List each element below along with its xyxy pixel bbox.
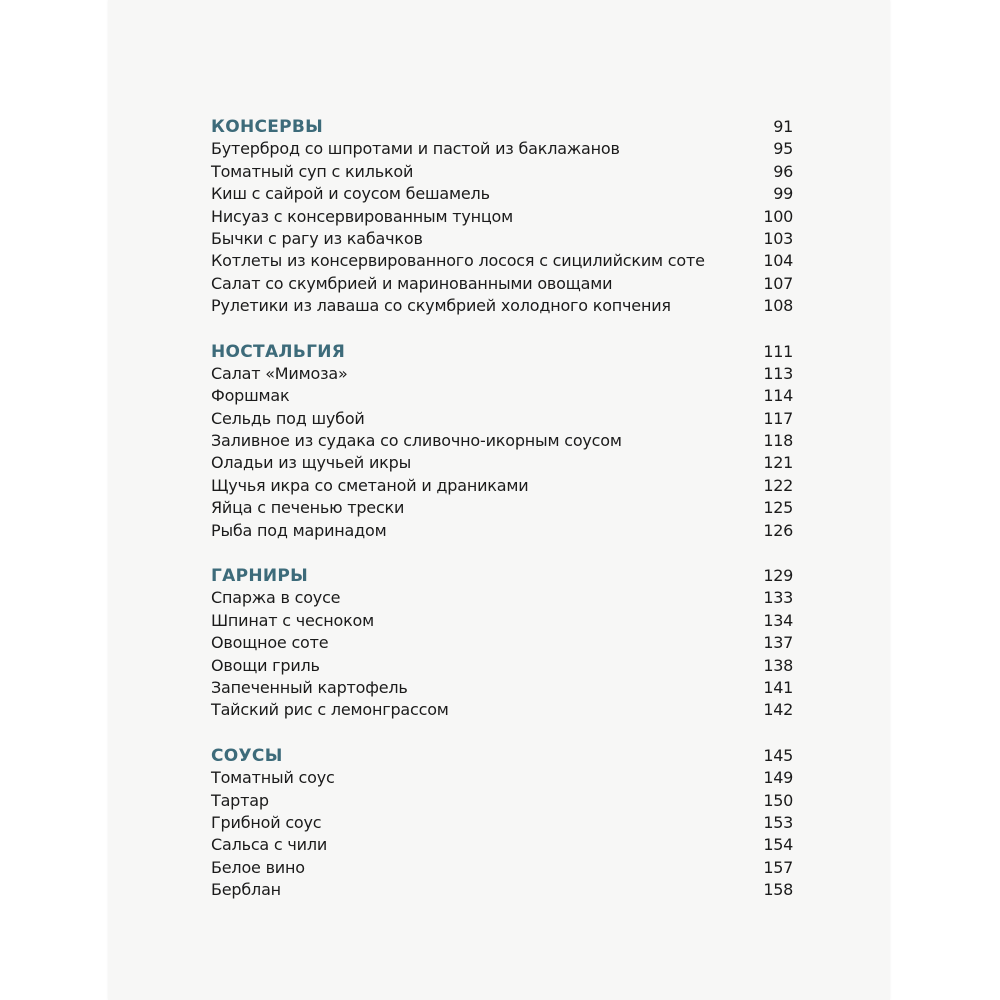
entry-page-number: 100 — [763, 206, 793, 226]
entry-page-number: 126 — [763, 520, 793, 540]
toc-entry[interactable] — [211, 677, 793, 699]
section-garniry — [211, 565, 793, 722]
toc-entry[interactable] — [211, 497, 793, 519]
entry-page-number: 107 — [763, 273, 793, 293]
entry-title: Котлеты из консервированного лосося с сицилийским соте — [211, 251, 705, 271]
entry-page-number: 99 — [773, 184, 793, 204]
entry-title: Заливное из судака со сливочно-икорным соусом — [211, 431, 622, 451]
entry-page-number: 108 — [763, 296, 793, 316]
entry-title: Нисуаз с консервированным тунцом — [211, 206, 514, 226]
section-heading[interactable] — [211, 745, 793, 767]
entry-page-number: 117 — [763, 408, 793, 428]
toc-entry[interactable] — [211, 250, 793, 272]
toc-entry[interactable] — [211, 295, 793, 317]
toc-entry[interactable] — [211, 408, 793, 430]
section-page-number: 145 — [763, 745, 793, 765]
toc-entry[interactable] — [211, 610, 793, 632]
toc-entry[interactable] — [211, 767, 793, 789]
toc-entry[interactable] — [211, 699, 793, 721]
entry-title: Белое вино — [211, 857, 305, 877]
entry-page-number: 138 — [763, 655, 793, 675]
toc-entry[interactable] — [211, 520, 793, 542]
toc-entry[interactable] — [211, 183, 793, 205]
entry-page-number: 153 — [763, 812, 793, 832]
entry-title: Рыба под маринадом — [211, 520, 387, 540]
entry-title: Салат «Мимоза» — [211, 363, 348, 383]
entry-title: Салат со скумбрией и маринованными овощами — [211, 273, 613, 293]
toc-entry[interactable] — [211, 857, 793, 879]
section-page-number: 111 — [763, 341, 793, 361]
entry-page-number: 96 — [773, 161, 793, 181]
toc-entry[interactable] — [211, 879, 793, 901]
toc-entry[interactable] — [211, 834, 793, 856]
section-heading[interactable] — [211, 565, 793, 587]
toc-entry[interactable] — [211, 632, 793, 654]
toc-entry[interactable] — [211, 161, 793, 183]
entry-page-number: 137 — [763, 633, 793, 653]
toc-entry[interactable] — [211, 363, 793, 385]
entry-page-number: 158 — [763, 880, 793, 900]
entry-title: Шпинат с чесноком — [211, 610, 374, 630]
toc-entry[interactable] — [211, 812, 793, 834]
toc-entry[interactable] — [211, 430, 793, 452]
entry-page-number: 133 — [763, 588, 793, 608]
entry-page-number: 118 — [763, 431, 793, 451]
entry-page-number: 157 — [763, 857, 793, 877]
entry-title: Оладьи из щучьей икры — [211, 453, 411, 473]
section-title: КОНСЕРВЫ — [211, 117, 324, 137]
entry-page-number: 125 — [763, 498, 793, 518]
entry-title: Томатный суп с килькой — [211, 161, 414, 181]
entry-title: Овощное соте — [211, 633, 329, 653]
entry-page-number: 103 — [763, 228, 793, 248]
toc-entry[interactable] — [211, 228, 793, 250]
section-sousy — [211, 745, 793, 902]
entry-title: Киш с сайрой и соусом бешамель — [211, 184, 490, 204]
toc-entry[interactable] — [211, 385, 793, 407]
entry-page-number: 141 — [763, 677, 793, 697]
section-title: НОСТАЛЬГИЯ — [211, 341, 346, 362]
entry-title: Грибной соус — [211, 812, 322, 832]
entry-title: Томатный соус — [211, 768, 335, 788]
entry-page-number: 114 — [763, 386, 793, 406]
toc-entry[interactable] — [211, 273, 793, 295]
entry-title: Овощи гриль — [211, 655, 320, 675]
toc-entry[interactable] — [211, 475, 793, 497]
entry-title: Тайский рис с лемонграссом — [211, 700, 449, 720]
entry-page-number: 154 — [763, 835, 793, 855]
section-title: ГАРНИРЫ — [211, 566, 309, 587]
entry-title: Тартар — [211, 790, 269, 810]
section-title: СОУСЫ — [211, 745, 283, 766]
entry-page-number: 122 — [763, 475, 793, 495]
entry-title: Сальса с чили — [211, 835, 328, 855]
entry-title: Берблан — [211, 880, 281, 900]
entry-page-number: 150 — [763, 790, 793, 810]
entry-page-number: 142 — [763, 700, 793, 720]
entry-page-number: 104 — [763, 251, 793, 271]
table-of-contents — [211, 116, 793, 925]
toc-entry[interactable] — [211, 655, 793, 677]
section-page-number: 129 — [763, 566, 793, 586]
section-heading[interactable] — [211, 341, 793, 363]
entry-title: Спаржа в соусе — [211, 588, 341, 608]
entry-title: Бутерброд со шпротами и пастой из баклажанов — [211, 139, 620, 159]
toc-entry[interactable] — [211, 587, 793, 609]
entry-page-number: 149 — [763, 768, 793, 788]
entry-page-number: 113 — [763, 363, 793, 383]
entry-title: Сельдь под шубой — [211, 408, 365, 428]
toc-entry[interactable] — [211, 790, 793, 812]
entry-page-number: 95 — [773, 139, 793, 159]
section-nostalgiya — [211, 341, 793, 543]
section-heading[interactable] — [211, 116, 793, 138]
entry-page-number: 121 — [763, 453, 793, 473]
entry-title: Запеченный картофель — [211, 677, 408, 697]
entry-title: Яйца с печенью трески — [211, 498, 405, 518]
toc-entry[interactable] — [211, 452, 793, 474]
toc-entry[interactable] — [211, 206, 793, 228]
entry-title: Рулетики из лаваша со скумбрией холодного копчения — [211, 296, 671, 316]
entry-page-number: 134 — [763, 610, 793, 630]
entry-title: Форшмак — [211, 386, 290, 406]
section-konservy — [211, 116, 793, 318]
toc-entry[interactable] — [211, 138, 793, 160]
entry-title: Щучья икра со сметаной и драниками — [211, 475, 529, 495]
section-page-number: 91 — [773, 117, 793, 136]
entry-title: Бычки с рагу из кабачков — [211, 228, 423, 248]
